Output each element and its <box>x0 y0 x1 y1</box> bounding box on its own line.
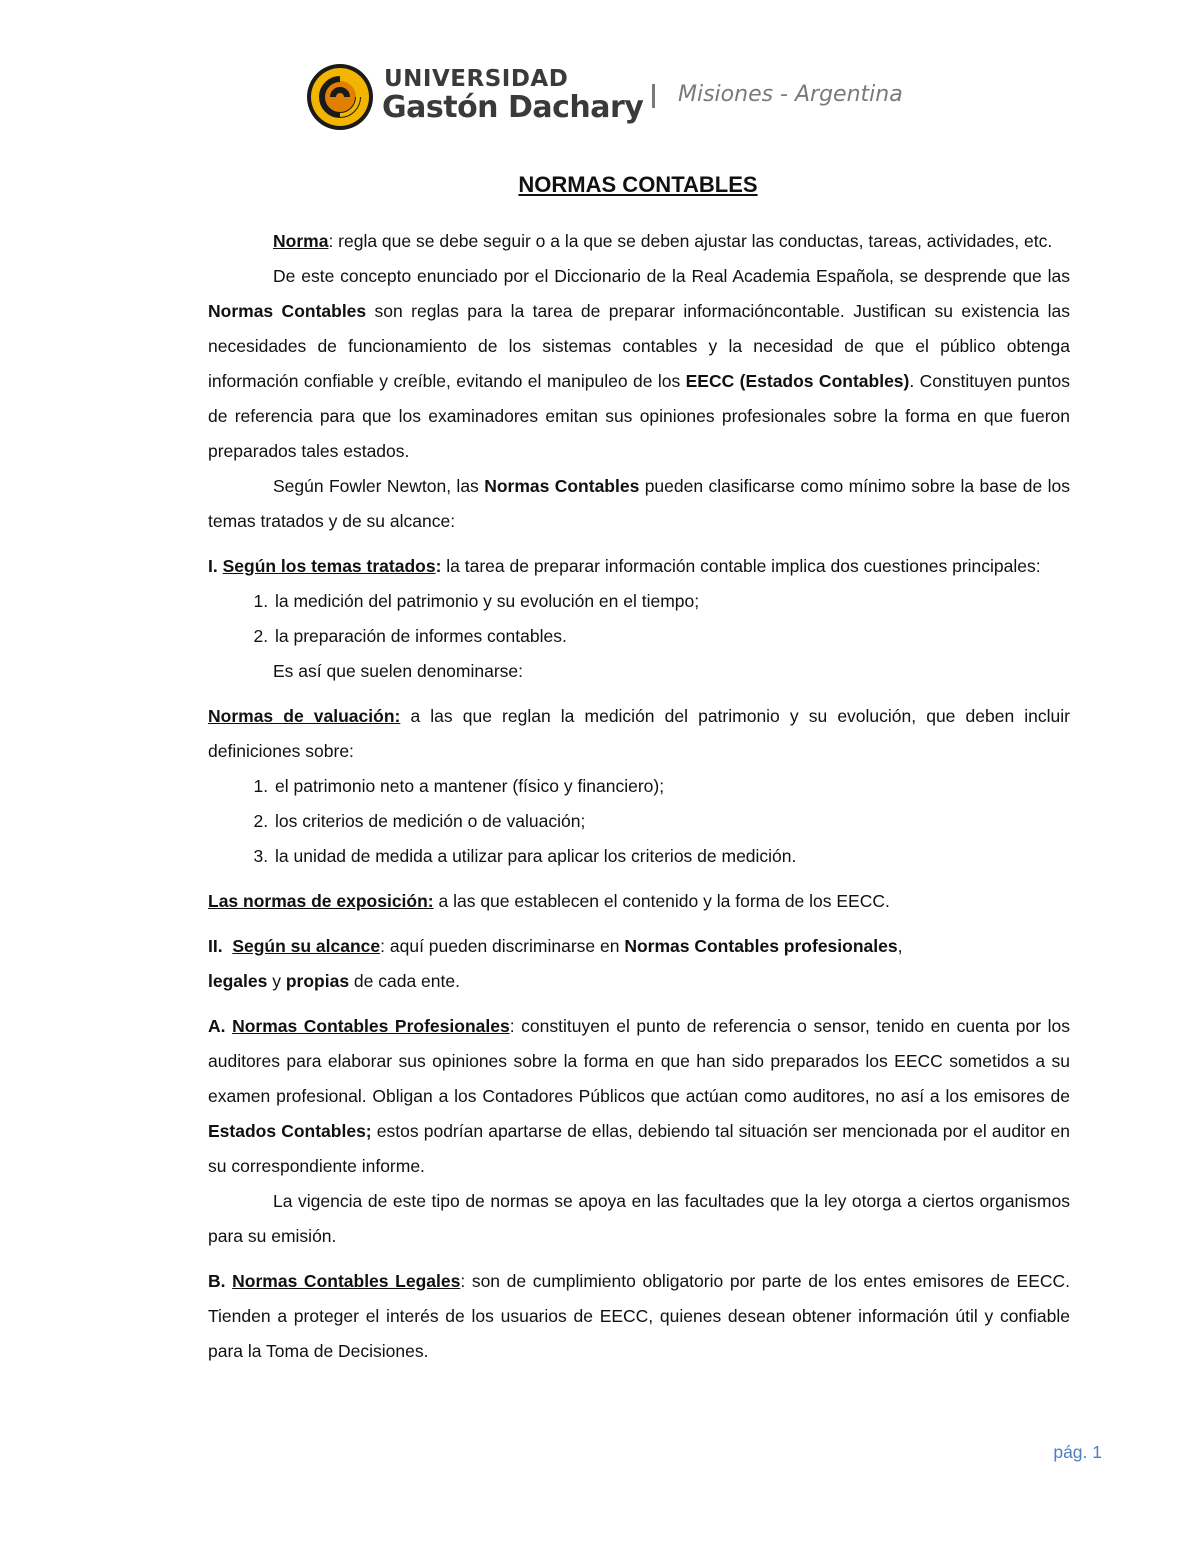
section-2-text-a: : aquí pueden discriminarse en <box>380 936 625 956</box>
section-2-paragraph <box>208 929 1070 999</box>
section-a-heading: Normas Contables Profesionales <box>232 1016 510 1036</box>
page-title: NORMAS CONTABLES <box>518 172 758 197</box>
section-1-after: Es así que suelen denominarse: <box>273 661 524 681</box>
valuacion-list <box>208 769 1070 874</box>
list-item: 1. el patrimonio neto a mantener (físico y financiero); <box>273 769 1070 804</box>
section-2-text-d: de cada ente. <box>349 971 460 991</box>
section-1-paragraph <box>208 549 1070 584</box>
intro-text-a: De este concepto enunciado por el Diccionario de la Real Academia Española, se desprende que las <box>273 266 1070 286</box>
norma-definition <box>208 224 1070 259</box>
university-logo-icon <box>305 62 375 132</box>
section-b-text: : son de cumplimiento obligatorio por parte de los entes emisores de EECC. Tienden a proteger el interés de los usuarios de EECC, quienes desean obtener información útil y confiable para la Toma de Decisiones. <box>208 1271 1071 1361</box>
list-item: 1. la medición del patrimonio y su evolución en el tiempo; <box>273 584 1070 619</box>
exposicion-text: a las que establecen el contenido y la forma de los EECC. <box>433 891 890 911</box>
section-a-bold: Estados Contables; <box>208 1121 372 1141</box>
header-location: Misiones - Argentina <box>678 82 903 107</box>
university-header <box>305 62 915 134</box>
logo-university-name: Gastón Dachary <box>382 90 644 125</box>
section-2-bold-a: Normas Contables profesionales <box>624 936 898 956</box>
section-a-text-b: estos podrían apartarse de ellas, debiendo tal situación ser mencionada por el auditor en su correspondiente informe. <box>208 1121 1070 1176</box>
section-a-vigencia: La vigencia de este tipo de normas se apoya en las facultades que la ley otorga a ciertos organismos para su emisión. <box>208 1191 1070 1246</box>
section-1-numeral: I. <box>208 556 223 576</box>
valuacion-paragraph <box>208 699 1070 769</box>
intro-bold-b: EECC (Estados Contables) <box>685 371 910 391</box>
section-1-list <box>208 584 1070 654</box>
intro-paragraph <box>208 259 1070 469</box>
valuacion-heading: Normas de valuación: <box>208 706 401 726</box>
list-item: 2. los criterios de medición o de valuación; <box>273 804 1070 839</box>
norma-term: Norma <box>273 231 329 251</box>
section-b-paragraph <box>208 1264 1070 1369</box>
section-2-bold-c: propias <box>285 971 350 991</box>
logo-university-label: UNIVERSIDAD <box>384 66 569 92</box>
fowler-text-b: pueden clasificarse como mínimo sobre la base de los temas tratados y de su alcance: <box>208 476 1070 531</box>
exposicion-heading: Las normas de exposición: <box>208 891 434 911</box>
section-1-text: la tarea de preparar información contable implica dos cuestiones principales: <box>441 556 1041 576</box>
norma-definition-text: : regla que se debe seguir o a la que se deben ajustar las conductas, tareas, actividades, etc. <box>328 231 1053 251</box>
document-body <box>208 224 1070 1369</box>
page-number: pág. 1 <box>1053 1442 1102 1462</box>
intro-text-b: son reglas para la tarea de preparar informacióncontable. Justifican su existencia las necesidades de funcionamiento de los sistemas contables y la necesidad de que el público obtenga información confiable y creíble, evitando el manipuleo de los <box>208 301 1070 391</box>
section-a-text-a: : constituyen el punto de referencia o sensor, tenido en cuenta por los auditores para elaborar sus opiniones sobre la forma en que han sido preparados los EECC sometidos a su examen profesional. Obligan a los Contadores Públicos que actúan como auditores, no así a los emisores de <box>208 1016 1071 1106</box>
valuacion-text: a las que reglan la medición del patrimonio y su evolución, que deben incluir definiciones sobre: <box>208 706 1070 761</box>
section-b-heading: Normas Contables Legales <box>232 1271 461 1291</box>
intro-text-c: . Constituyen puntos de referencia para que los examinadores emitan sus opiniones profesionales sobre la forma en que fueron preparados tales estados. <box>208 371 1070 461</box>
section-a-paragraph <box>208 1009 1070 1184</box>
list-item: 3. la unidad de medida a utilizar para aplicar los criterios de medición. <box>273 839 1070 874</box>
section-a-letter: A. <box>208 1016 233 1036</box>
intro-bold-a: Normas Contables <box>208 301 367 321</box>
section-1-heading: Según los temas tratados <box>222 556 436 576</box>
section-1-colon: : <box>435 556 442 576</box>
fowler-bold: Normas Contables <box>484 476 640 496</box>
list-item: 2. la preparación de informes contables. <box>273 619 1070 654</box>
section-2-bold-b: legales <box>208 971 268 991</box>
section-b-letter: B. <box>208 1271 233 1291</box>
fowler-paragraph <box>208 469 1070 539</box>
fowler-text-a: Según Fowler Newton, las <box>273 476 485 496</box>
section-2-numeral: II. <box>208 936 233 956</box>
exposicion-paragraph <box>208 884 1070 919</box>
header-separator <box>652 84 655 108</box>
section-2-text-c: y <box>267 971 286 991</box>
section-2-text-b: , <box>897 936 903 956</box>
section-2-heading: Según su alcance <box>232 936 381 956</box>
